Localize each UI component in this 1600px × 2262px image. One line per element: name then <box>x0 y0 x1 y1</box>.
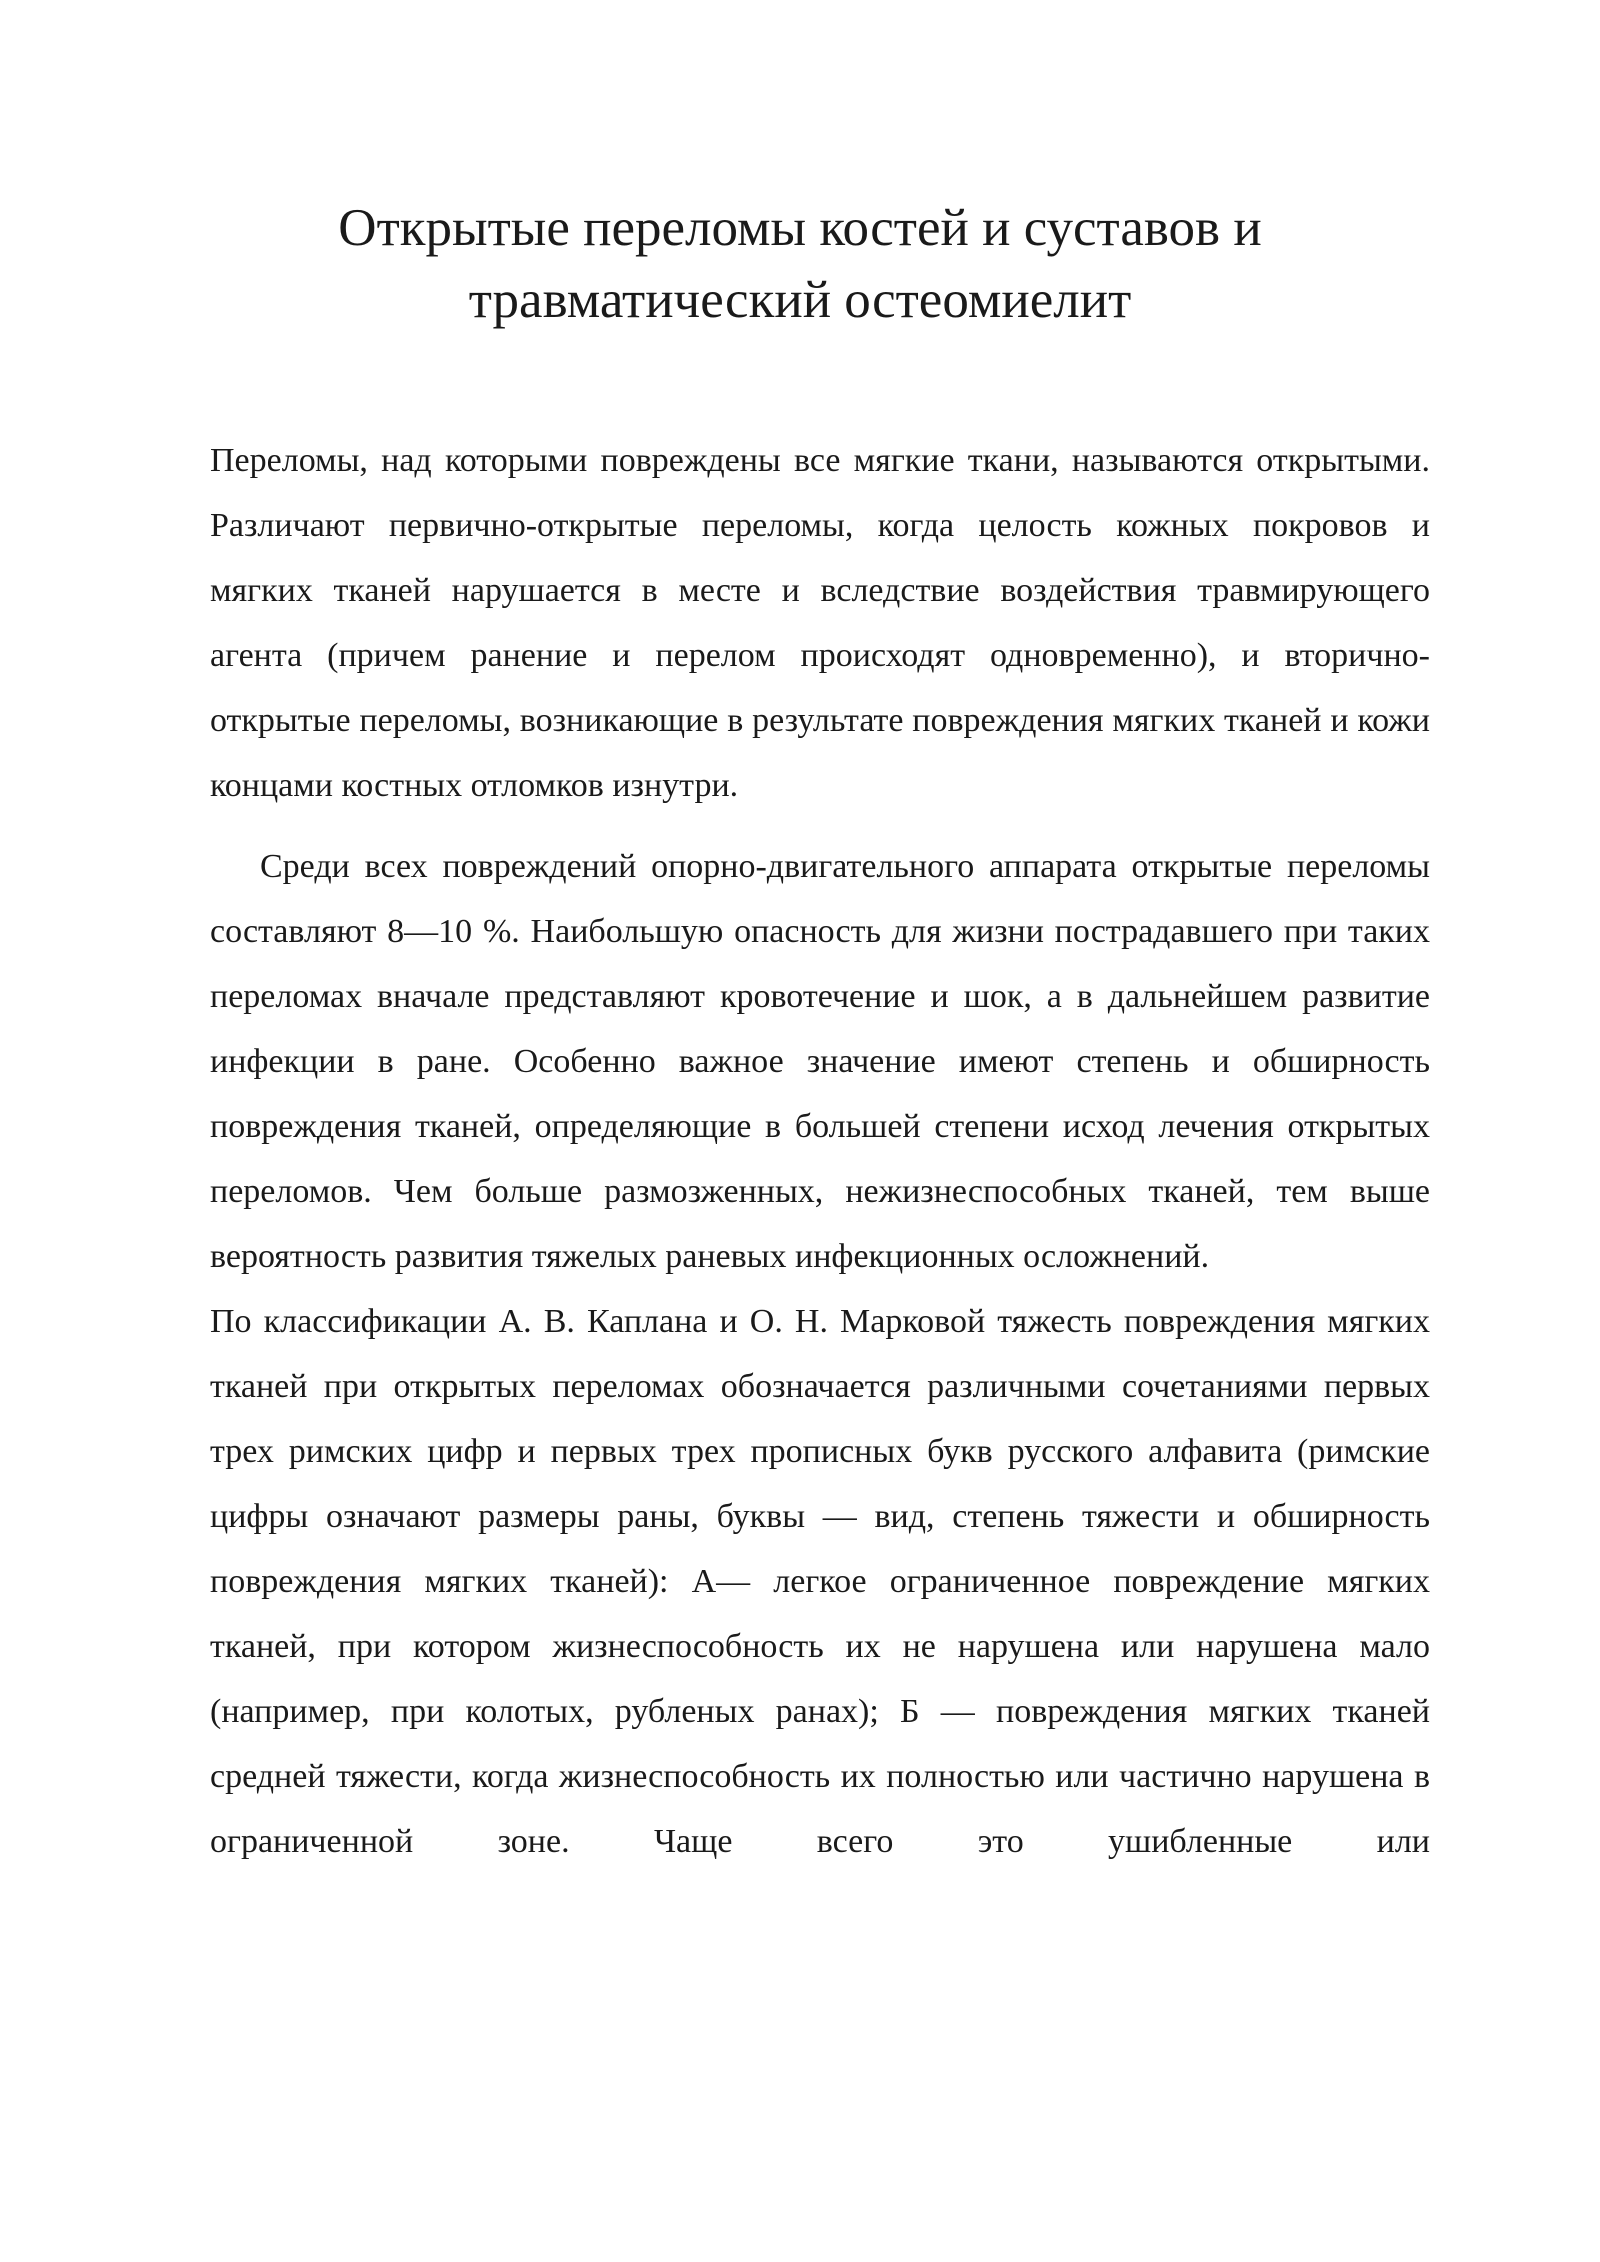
document-title <box>0 192 1600 336</box>
paragraph-open-fractures-statistics: Среди всех повреждений опорно-двигательного аппарата открытые переломы составляют 8—10 %. Наибольшую опасность для жизни пострадавшего при таких переломах вначале представляют кровотечение и шок, а в дальнейшем развитие инфекции в ране. Особенно важное значение имеют степень и обширность повреждения тканей, определяющие в большей степени исход лечения открытых переломов. Чем больше размозженных, нежизнеспособных тканей, тем выше вероятность развития тяжелых раневых инфекционных осложнений. <box>210 848 1430 1275</box>
document-body <box>210 428 1430 1874</box>
paragraph-kaplan-classification: По классификации А. В. Каплана и О. Н. Марковой тяжесть повреждения мягких тканей при открытых переломах обозначается различными сочетаниями первых трех римских цифр и первых трех прописных букв русского алфавита (римские цифры означают размеры раны, буквы — вид, степень тяжести и обширность повреждения мягких тканей): А— легкое ограниченное повреждение мягких тканей, при котором жизнеспособность их не нарушена или нарушена мало (например, при колотых, рубленых ранах); Б — повреждения мягких тканей средней тяжести, когда жизнеспособность их полностью или частично нарушена в ограниченной зоне. Чаще всего это ушибленные или <box>210 1303 1430 1860</box>
title-line-1: Открытые переломы костей и суставов и <box>338 199 1262 257</box>
paragraph-open-fractures-definition: Переломы, над которыми повреждены все мягкие ткани, называются открытыми. Различают первично-открытые переломы, когда целость кожных покровов и мягких тканей нарушается в месте и вследствие воздействия травмирующего агента (причем ранение и перелом происходят одновременно), и вторично-открытые переломы, возникающие в результате повреждения мягких тканей и кожи концами костных отломков изнутри. <box>210 442 1430 804</box>
title-line-2: травматический остеомиелит <box>468 271 1132 329</box>
